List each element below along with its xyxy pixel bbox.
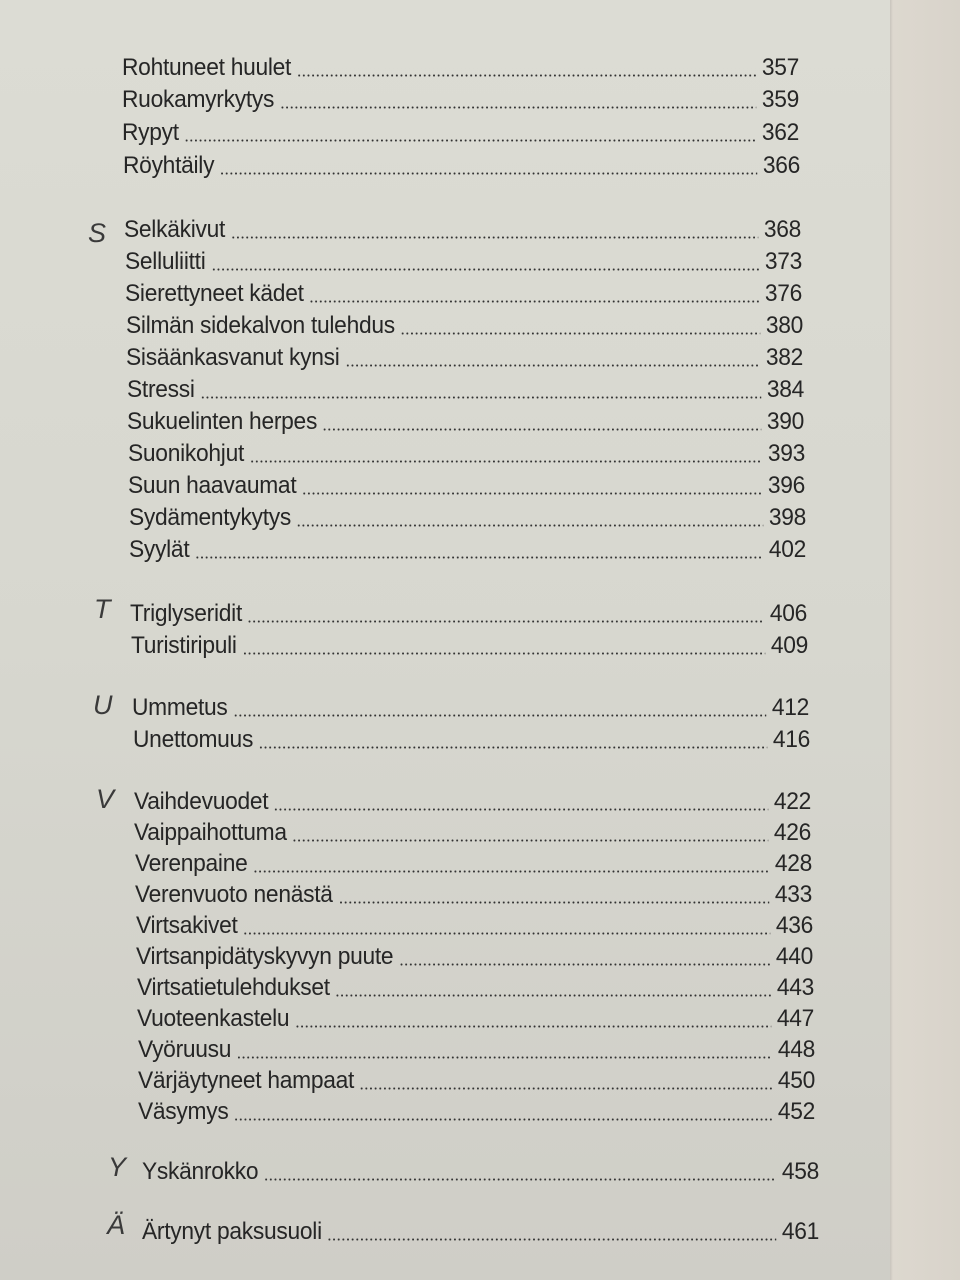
entry-label: Väsymys	[138, 1098, 229, 1125]
index-entry	[132, 692, 809, 722]
entry-page-number: 422	[773, 788, 812, 815]
entry-label: Suun haavaumat	[128, 472, 297, 499]
entry-page-number: 357	[761, 54, 800, 81]
index-entry	[135, 879, 812, 909]
dot-leader	[400, 332, 760, 335]
index-entry	[126, 342, 803, 372]
dot-leader	[200, 396, 761, 399]
index-entry	[127, 406, 804, 436]
index-entry	[122, 52, 799, 82]
entry-page-number: 390	[766, 408, 805, 435]
index-entry	[136, 910, 813, 940]
entry-page-number: 412	[771, 694, 810, 721]
entry-label: Verenvuoto nenästä	[135, 881, 333, 908]
entry-page-number: 382	[765, 344, 804, 371]
entry-page-number: 402	[768, 536, 807, 563]
section-letter-y: Y	[108, 1152, 127, 1182]
entry-label: Selluliitti	[125, 248, 206, 275]
entry-page-number: 447	[776, 1005, 815, 1032]
entry-page-number: 373	[764, 248, 803, 275]
page-edge	[890, 0, 960, 1280]
entry-label: Virtsanpidätyskyvyn puute	[136, 943, 394, 970]
dot-leader	[220, 172, 757, 175]
entry-label: Turistiripuli	[131, 632, 237, 659]
entry-label: Sydämentykytys	[129, 504, 291, 531]
entry-label: Värjäytyneet hampaat	[138, 1067, 355, 1094]
entry-label: Verenpaine	[135, 850, 248, 877]
entry-label: Silmän sidekalvon tulehdus	[126, 312, 395, 339]
dot-leader	[295, 1025, 771, 1028]
index-entry	[124, 214, 801, 244]
entry-page-number: 366	[762, 152, 801, 179]
entry-label: Vuoteenkastelu	[137, 1005, 290, 1032]
dot-leader	[292, 839, 768, 842]
index-entry	[137, 1003, 814, 1033]
dot-leader	[297, 524, 764, 527]
entry-label: Ummetus	[132, 694, 228, 721]
entry-page-number: 461	[781, 1218, 820, 1245]
index-entry	[125, 246, 802, 276]
index-entry	[133, 724, 810, 754]
entry-page-number: 380	[765, 312, 804, 339]
entry-label: Sukuelinten herpes	[127, 408, 318, 435]
dot-leader	[338, 901, 769, 904]
entry-page-number: 426	[773, 819, 812, 846]
index-entry	[138, 1096, 815, 1126]
entry-page-number: 362	[761, 119, 800, 146]
entry-page-number: 359	[761, 86, 800, 113]
dot-leader	[253, 870, 769, 873]
section-letter-v: V	[96, 784, 115, 814]
section-letter-a-umlaut: Ä	[107, 1210, 126, 1240]
index-entry	[134, 786, 811, 816]
entry-label: Syylät	[129, 536, 190, 563]
dot-leader	[242, 652, 765, 655]
index-entry	[122, 84, 799, 114]
dot-leader	[248, 620, 765, 623]
section-letter-t: T	[94, 594, 111, 624]
dot-leader	[259, 746, 768, 749]
entry-page-number: 376	[764, 280, 803, 307]
entry-page-number: 452	[777, 1098, 816, 1125]
entry-label: Sisäänkasvanut kynsi	[126, 344, 340, 371]
dot-leader	[360, 1087, 773, 1090]
entry-label: Selkäkivut	[124, 216, 226, 243]
entry-label: Yskänrokko	[142, 1158, 259, 1185]
index-entry	[128, 438, 805, 468]
dot-leader	[345, 364, 760, 367]
index-entry	[128, 470, 805, 500]
dot-leader	[309, 300, 759, 303]
entry-label: Stressi	[127, 376, 195, 403]
entry-label: Unettomuus	[133, 726, 254, 753]
entry-page-number: 448	[777, 1036, 816, 1063]
index-entry	[122, 117, 799, 147]
dot-leader	[297, 74, 757, 77]
entry-label: Röyhtäily	[123, 152, 215, 179]
entry-label: Sierettyneet kädet	[125, 280, 304, 307]
dot-leader	[335, 994, 771, 997]
index-entry	[137, 972, 814, 1002]
entry-page-number: 458	[781, 1158, 820, 1185]
entry-label: Vyöruusu	[138, 1036, 232, 1063]
dot-leader	[280, 106, 757, 109]
entry-page-number: 406	[769, 600, 808, 627]
entry-page-number: 396	[767, 472, 806, 499]
index-entry	[126, 310, 803, 340]
index-entry	[123, 150, 800, 180]
dot-leader	[211, 268, 759, 271]
section-letter-s: S	[88, 218, 107, 248]
index-entry	[142, 1156, 819, 1186]
entry-label: Vaihdevuodet	[134, 788, 269, 815]
entry-page-number: 416	[772, 726, 811, 753]
entry-label: Rypyt	[122, 119, 179, 146]
dot-leader	[250, 460, 763, 463]
entry-page-number: 393	[767, 440, 806, 467]
dot-leader	[243, 932, 770, 935]
entry-page-number: 384	[766, 376, 805, 403]
entry-label: Ärtynyt paksusuoli	[142, 1218, 322, 1245]
entry-page-number: 443	[776, 974, 815, 1001]
dot-leader	[184, 139, 756, 142]
entry-page-number: 436	[775, 912, 814, 939]
dot-leader	[237, 1056, 773, 1059]
index-entry	[130, 598, 807, 628]
entry-page-number: 428	[774, 850, 813, 877]
index-entry	[142, 1216, 819, 1246]
index-entry	[136, 941, 813, 971]
index-entry	[125, 278, 802, 308]
dot-leader	[323, 428, 762, 431]
index-entry	[127, 374, 804, 404]
entry-page-number: 368	[763, 216, 802, 243]
entry-label: Triglyseridit	[130, 600, 243, 627]
dot-leader	[195, 556, 763, 559]
entry-page-number: 409	[770, 632, 809, 659]
entry-label: Suonikohjut	[128, 440, 245, 467]
dot-leader	[302, 492, 762, 495]
dot-leader	[231, 236, 759, 239]
dot-leader	[274, 808, 768, 811]
entry-label: Ruokamyrkytys	[122, 86, 275, 113]
index-entry	[135, 848, 812, 878]
entry-page-number: 440	[775, 943, 814, 970]
entry-label: Rohtuneet huulet	[122, 54, 292, 81]
index-entry	[138, 1065, 815, 1095]
index-entry	[138, 1034, 815, 1064]
index-entry	[129, 534, 806, 564]
dot-leader	[264, 1178, 776, 1181]
dot-leader	[327, 1238, 776, 1241]
index-entry	[134, 817, 811, 847]
index-entry	[129, 502, 806, 532]
index-entry	[131, 630, 808, 660]
entry-label: Vaippaihottuma	[134, 819, 287, 846]
dot-leader	[234, 1118, 772, 1121]
entry-label: Virtsakivet	[136, 912, 238, 939]
section-letter-u: U	[93, 690, 113, 720]
dot-leader	[399, 963, 770, 966]
entry-label: Virtsatietulehdukset	[137, 974, 330, 1001]
dot-leader	[233, 714, 766, 717]
entry-page-number: 398	[768, 504, 807, 531]
entry-page-number: 450	[777, 1067, 816, 1094]
entry-page-number: 433	[774, 881, 813, 908]
